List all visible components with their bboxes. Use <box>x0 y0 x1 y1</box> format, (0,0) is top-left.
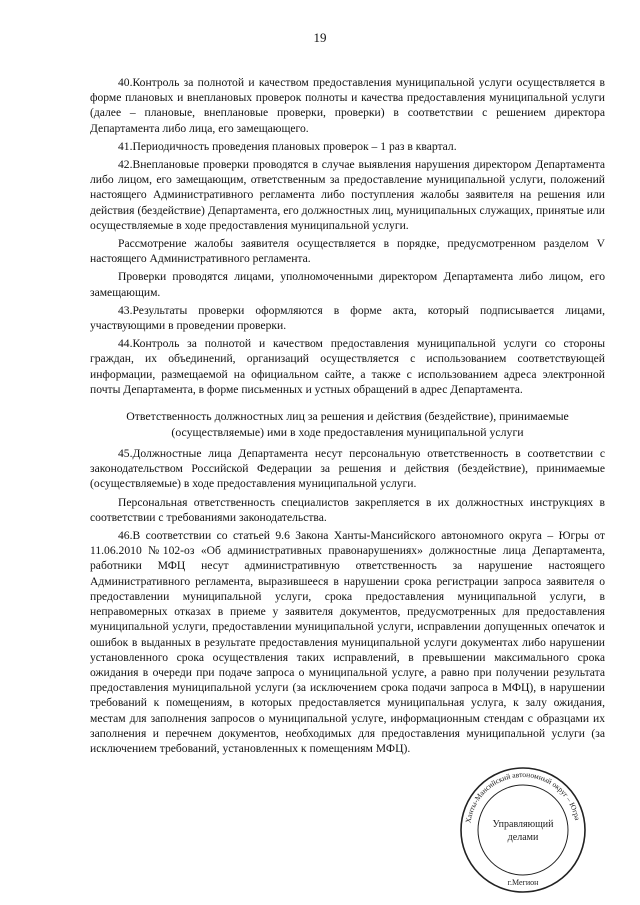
paragraph-complaint: Рассмотрение жалобы заявителя осуществляется в порядке, предусмотренном разделом V настоящего Административного регламента. <box>90 237 605 266</box>
seal-outer-text: Ханты-Мансийский автономный округ – Югра <box>463 769 583 824</box>
official-seal <box>458 765 588 895</box>
seal-city: г.Мегион <box>507 878 539 887</box>
paragraph-41: 41.Периодичность проведения плановых проверок – 1 раз в квартал. <box>118 139 457 153</box>
seal-title-line1: Управляющий <box>492 819 554 830</box>
paragraph-inspectors: Проверки проводятся лицами, уполномоченными директором Департамента либо лицом, его замещающим. <box>90 270 605 299</box>
svg-text:Ханты-Мансийский автономный ок <box>463 770 582 824</box>
section-heading: Ответственность должностных лиц за решения и действия (бездействие), принимаемые (осуществляемые) ими в ходе предоставления муниципальной услуги <box>126 409 569 439</box>
paragraph-44: 44.Контроль за полнотой и качеством предоставления муниципальной услуги со стороны граждан, их объединений, организаций осуществляется с использованием соответствующей информации, размещаемой на официальном сайте, а также с использованием адреса электронной почты Департамента, в форме письменных и устных обращений в адрес Департамента. <box>90 337 605 396</box>
seal-title-line2: делами <box>507 832 539 843</box>
paragraph-personal-responsibility: Персональная ответственность специалистов закрепляется в их должностных инструкциях в соответствии с требованиями законодательства. <box>90 495 605 524</box>
paragraph-46: 46.В соответствии со статьей 9.6 Закона Ханты-Мансийского автономного округа – Югры от 11.06.2010 №102-оз «Об административных правонарушениях» должностные лица Департамента, работники МФЦ несут административную ответственность за нарушение настоящего Административного регламента, выразившееся в нарушении срока регистрации запроса заявителя о предоставлении муниципальной услуги, срока предоставления муниципальной услуги, в неправомерных отказах в приеме у заявителя документов, предусмотренных для предоставления муниципальной услуги, предоставлении муниципальной услуги, исправлении допущенных опечаток и ошибок в выданных в результате предоставления муниципальной услуги документах либо нарушении установленного срока осуществления таких исправлений, в превышении максимального срока ожидания в очереди при подаче запроса о муниципальной услуге, а равно при получении результата предоставления муниципальной услуги (за исключением срока подачи запроса в МФЦ), в нарушении требований к помещениям, в которых предоставляется муниципальная услуга, к залу ожидания, местам для заполнения запросов о муниципальной услуге, информационным стендам с образцами их заполнения и перечнем документов, необходимых для предоставления муниципальной услуги (за исключением требований, установленных к помещениям МФЦ). <box>90 529 605 755</box>
paragraph-45: 45.Должностные лица Департамента несут персональную ответственность в соответствии с законодательством Российской Федерации за решения и действия (бездействие), принимаемые (осуществляемые) в ходе предоставления муниципальной услуги. <box>90 447 605 491</box>
paragraph-40: 40.Контроль за полнотой и качеством предоставления муниципальной услуги осуществляется в форме плановых и внеплановых проверок полноты и качества предоставления муниципальной услуги (далее – плановые, внеплановые проверки, проверки) в соответствии с решением директора Департамента либо лица, его замещающего. <box>90 76 605 135</box>
page-number: 19 <box>313 30 327 45</box>
document-body <box>90 75 605 759</box>
paragraph-42: 42.Внеплановые проверки проводятся в случае выявления нарушения директором Департамента либо лицом, его замещающим, ответственным за предоставление муниципальной услуги, положений настоящего Административного регламента либо поступления жалобы заявителя на решения или действия (бездействие) Департамента, его должностных лиц, муниципальных служащих, принятые или осуществляемые в ходе предоставления муниципальной услуги. <box>90 158 605 232</box>
paragraph-43: 43.Результаты проверки оформляются в форме акта, который подписывается лицами, участвующими в проведении проверки. <box>90 303 605 333</box>
